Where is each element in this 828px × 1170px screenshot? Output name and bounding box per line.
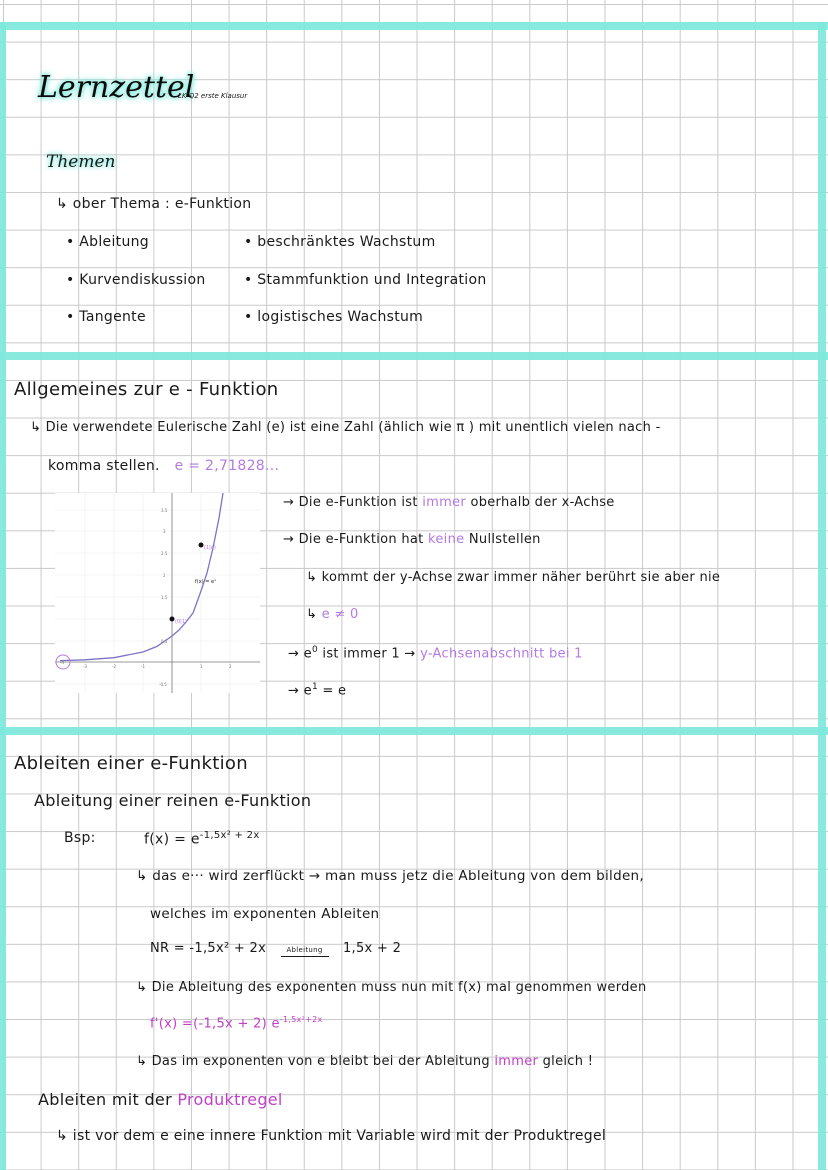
ableiten-heading: Ableiten einer e-Funktion [14, 753, 248, 774]
produktregel-note: ↳ ist vor dem e eine innere Funktion mit Variable wird mit der Produktregel [56, 1128, 607, 1144]
svg-text:f(x) = eˣ: f(x) = eˣ [195, 579, 217, 585]
topic-kurvendiskussion: • Kurvendiskussion [66, 272, 206, 288]
themen-heading: Themen [46, 152, 116, 172]
svg-text:1.5: 1.5 [161, 595, 168, 600]
exp-function-graph [55, 493, 260, 693]
svg-text:-0.5: -0.5 [159, 682, 167, 687]
fact-no-zeros: → Die e-Funktion hat keine Nullstellen [283, 532, 541, 547]
fact-e-power-0: → $e^0$ ist immer 1 → y-Achsenabschnitt bei 1 [288, 645, 583, 662]
svg-text:-3: -3 [83, 664, 87, 669]
nebenrechnung: NR = -1,5x² + 2x Ableitung 1,5x + 2 [150, 941, 402, 956]
page-border-top [0, 22, 828, 30]
highlight-keine: keine [428, 532, 465, 547]
topic-ableitung: • Ableitung [66, 234, 149, 250]
fact-approaches-axis: ↳ kommt der y-Achse zwar immer näher berührt sie aber nie [306, 570, 721, 585]
svg-text:2: 2 [229, 664, 232, 669]
svg-text:(0|1): (0|1) [175, 619, 187, 625]
euler-value: e = 2,71828... [174, 458, 280, 474]
svg-text:(1|e): (1|e) [204, 545, 216, 551]
bsp-function: $f(x) = e^{-1,5x^2 + 2x}$ [144, 830, 260, 848]
svg-text:1: 1 [200, 664, 203, 669]
bsp-label: Bsp: [64, 830, 96, 846]
section-divider-1 [0, 352, 828, 360]
page-subtitle: LK Q2 erste Klausur [178, 92, 248, 100]
svg-text:-4: -4 [60, 660, 64, 665]
point-0-1 [170, 617, 175, 622]
themen-intro: ↳ ober Thema : e-Funktion [56, 196, 252, 212]
topic-stammfunktion: • Stammfunktion und Integration [244, 272, 487, 288]
svg-text:-2: -2 [112, 664, 116, 669]
svg-text:0.5: 0.5 [161, 639, 168, 644]
euler-line-1: ↳ Die verwendete Eulerische Zahl (e) ist eine Zahl (ählich wie π ) mit unentlich vielen nach - [30, 420, 661, 435]
page-border-left [0, 22, 6, 1170]
svg-text:3.5: 3.5 [161, 508, 168, 513]
fact-e-not-zero: ↳ e ≠ 0 [306, 607, 359, 622]
section-divider-2 [0, 727, 828, 735]
point-1-e [199, 543, 204, 548]
euler-line-2 [48, 458, 279, 474]
allgemeines-heading: Allgemeines zur e - Funktion [14, 379, 279, 400]
fact-above-x-axis: → Die e-Funktion ist immer oberhalb der x-Achse [283, 495, 615, 510]
svg-text:2: 2 [163, 573, 166, 578]
step-exponent: welches im exponenten Ableiten [150, 906, 380, 922]
exp-curve [60, 493, 223, 661]
highlight-immer-2: immer [494, 1054, 539, 1069]
euler-line-2-text: komma stellen. [48, 458, 160, 474]
ableitung-arrow: Ableitung [281, 946, 329, 954]
svg-text:-1: -1 [141, 664, 145, 669]
page-title: Lernzettel [38, 70, 195, 105]
fact-e-power-1: → $e^1 = e$ [288, 682, 347, 699]
derivative-result: f'(x) =(-1,5x + 2) $e^{-1,5x^2+2x}$ [150, 1015, 323, 1032]
svg-text:3: 3 [163, 529, 166, 534]
page-border-right [818, 22, 826, 1170]
step-multiply: ↳ Die Ableitung des exponenten muss nun mit f(x) mal genommen werden [136, 980, 647, 995]
highlight-y-intercept: y-Achsenabschnitt bei 1 [420, 646, 583, 662]
step-zerfluckt: ↳ das e··· wird zerflückt → man muss jetz die Ableitung von dem bilden, [136, 868, 644, 884]
reine-e-funktion-heading: Ableitung einer reinen e-Funktion [34, 791, 312, 810]
topic-tangente: • Tangente [66, 309, 146, 325]
highlight-produktregel: Produktregel [177, 1090, 283, 1109]
topic-beschraenktes-wachstum: • beschränktes Wachstum [244, 234, 436, 250]
produktregel-heading: Ableiten mit der Produktregel [38, 1090, 283, 1109]
step-exponent-stays: ↳ Das im exponenten von e bleibt bei der Ableitung immer gleich ! [136, 1054, 594, 1069]
graph-svg [55, 493, 260, 693]
svg-text:2.5: 2.5 [161, 551, 168, 556]
topic-logistisches-wachstum: • logistisches Wachstum [244, 309, 424, 325]
highlight-immer: immer [422, 495, 466, 510]
